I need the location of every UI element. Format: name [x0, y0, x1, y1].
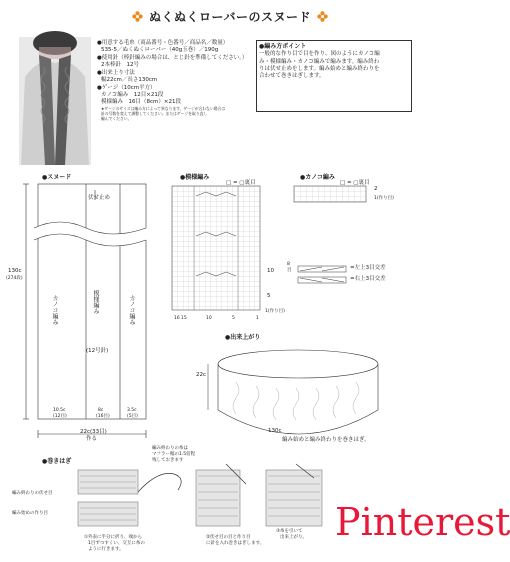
materials-line: ●出来上り寸法 — [97, 69, 135, 76]
finished-circumference: 130c — [268, 428, 282, 434]
width-middle-stitches: (16目) — [96, 414, 110, 419]
pattern-chart — [172, 186, 264, 314]
repeat-label: 8 — [287, 262, 290, 267]
pattern-col-5: 5 — [232, 316, 235, 321]
point-line: 合わせて巻きはぎします。 — [259, 73, 325, 80]
pattern-row-10: 10 — [267, 268, 274, 274]
pattern-col-1: 1 — [256, 316, 259, 321]
pattern-col-10: 10 — [206, 316, 212, 321]
cast-on-label: 作る — [86, 436, 98, 442]
materials-line: ●使用針（棒針編みの場合は、とじ針を準備してください。） — [97, 54, 248, 61]
left-column-label: カノコ編み — [51, 295, 58, 325]
flower-icon — [132, 11, 143, 22]
finished-height: 22c — [196, 372, 207, 378]
finished-note: 編み始めと編み終わりを巻きはぎ。 — [282, 437, 370, 443]
kanoko-heading: ●カノコ編み — [300, 174, 335, 181]
step-2-text: ②伏せ目の目と作り目 — [206, 535, 251, 540]
finished-illustration — [206, 340, 386, 452]
step-1-text: ように行きます。 — [88, 547, 124, 552]
materials-line: ●ゲージ（10cm平方） — [97, 84, 156, 91]
finished-heading: ●出来上がり — [225, 334, 261, 341]
pattern-heading: ●模様編み — [180, 174, 210, 181]
pattern-row-5: 5 — [267, 293, 271, 299]
point-line: りは伏せ止めをします。編み始めと編み終わりを — [259, 65, 380, 72]
page-title — [0, 8, 460, 25]
start-row-label: 編み始めの作り目 — [12, 511, 48, 516]
materials-note: ★ゲージのサイズは編み方によって異なります。ゲージが合わない場合は — [101, 105, 226, 111]
materials-line: カノコ編み 12目×21段 — [101, 91, 164, 98]
model-photo — [19, 37, 91, 165]
needle-size-label: (12号針) — [86, 348, 109, 354]
snood-heading: ●スヌード — [42, 174, 72, 181]
kanoko-chart — [294, 186, 370, 206]
cable-legend-symbols — [298, 265, 350, 285]
kanoko-row-1: 1(作り目) — [374, 196, 394, 201]
kanoko-legend: □ = ▢裏目 — [340, 180, 370, 186]
flower-icon — [317, 11, 328, 22]
width-left: 10.5c — [53, 408, 66, 413]
pinterest-watermark: Pinterest — [335, 500, 510, 544]
right-column-label: カノコ編み — [128, 295, 135, 325]
width-left-stitches: (12目) — [53, 414, 67, 419]
seaming-heading: ●巻きはぎ — [42, 458, 72, 465]
knitting-point-text — [259, 43, 380, 81]
yarn-note: 編み終わりの糸は — [152, 446, 188, 451]
step-3-text: 出来上がり。 — [280, 535, 307, 540]
bindoff-label: 伏せ止め — [88, 195, 111, 201]
cable-left-label: =左上3目交差 — [350, 265, 386, 271]
repeat-label: 目 — [287, 268, 292, 273]
pattern-legend: □ = ▢裏目 — [226, 180, 256, 186]
materials-line: ●用意する毛糸（商品番号・色番号／商品名／数量） — [97, 40, 229, 46]
point-heading: ●編み方ポイント — [259, 43, 307, 50]
snood-length-rows: (274段) — [6, 276, 23, 281]
yarn-note: 残しておきます — [152, 458, 184, 463]
middle-column-label: 模様編み — [92, 290, 99, 314]
materials-note: 針の号数を変えて調整してください。またはゲージを取り直し — [101, 110, 208, 116]
pattern-col-15: 15 — [181, 316, 187, 321]
step-1-text: 1目ずつすくい、交互に糸の — [88, 541, 145, 546]
materials-block — [97, 40, 248, 122]
materials-line: 幅22cm／長さ130cm — [101, 77, 158, 84]
step-1-text: ①外表に半分に折り、端から — [84, 535, 143, 540]
end-row-label: 編み終わりの伏せ目 — [12, 491, 53, 496]
width-right: 3.5c — [127, 408, 137, 413]
pattern-col-16: 16 — [174, 316, 180, 321]
snood-diagram — [20, 176, 160, 451]
materials-line: 2本棒針 12号 — [101, 62, 139, 69]
materials-note: 編んでください。 — [101, 115, 132, 121]
cable-right-label: =右上3目交差 — [350, 276, 386, 282]
snood-length: 130c — [8, 268, 22, 274]
seaming-illustrations — [76, 462, 332, 534]
title-text: ぬくぬくローバーのスヌード — [149, 10, 311, 24]
kanoko-row-2: 2 — [374, 186, 378, 192]
point-line: 一般的な作り目で目を作り、図のようにカノコ編 — [259, 51, 380, 58]
materials-line: 535-5／ぬくぬくローバー（40g玉巻）／190g — [101, 47, 219, 54]
yarn-note: マフラー幅の1.5倍程 — [152, 452, 196, 457]
total-width: 22c(33目) — [80, 429, 107, 435]
step-3-text: ③糸を引いて — [276, 529, 303, 534]
width-middle: 8c — [98, 408, 104, 413]
materials-line: 模様編み 16目（8cm）×21段 — [101, 99, 181, 106]
pattern-row-1: 1(作り目) — [265, 309, 285, 314]
point-line: み・模様編み・カノコ編みで編みます。編み終わ — [259, 58, 380, 65]
step-2-text: に針を入れ巻きはぎします。 — [206, 541, 265, 546]
width-right-stitches: (5目) — [127, 414, 138, 419]
